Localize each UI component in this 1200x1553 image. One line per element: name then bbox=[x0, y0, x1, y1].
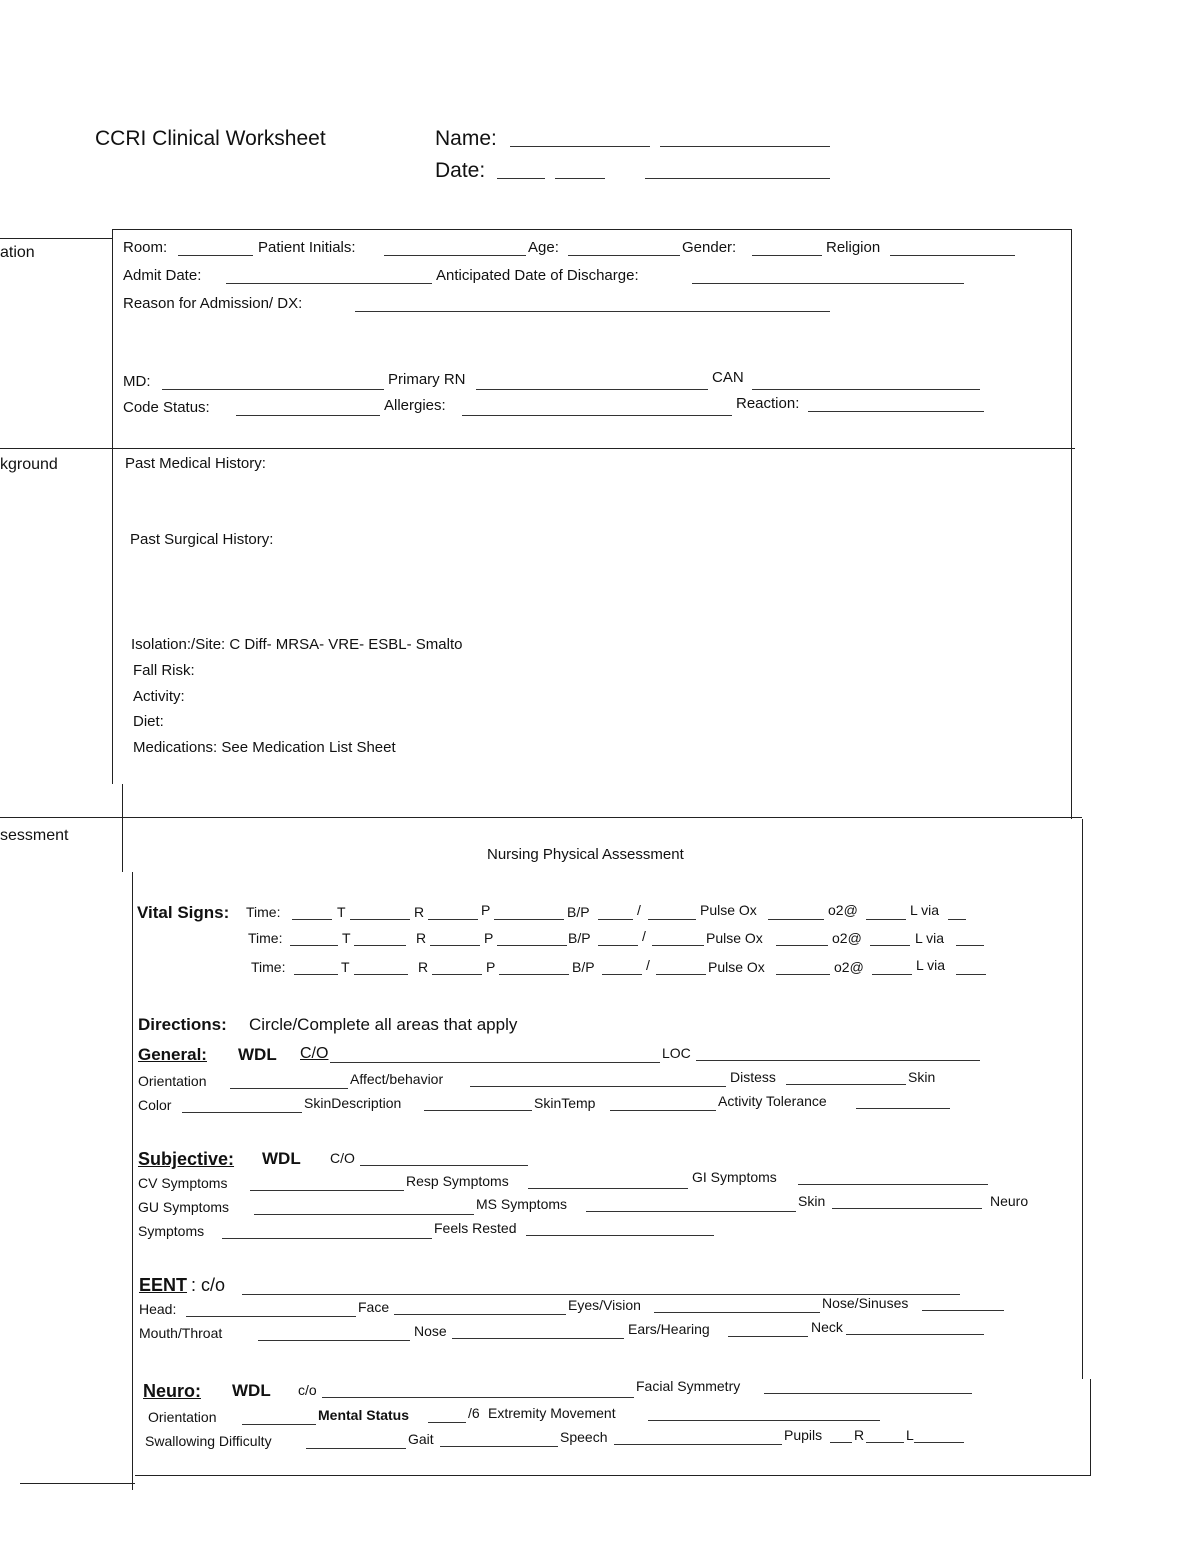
neuro-pupils-label: Pupils bbox=[784, 1427, 823, 1443]
general-loc-field[interactable] bbox=[696, 1060, 980, 1061]
gender-field[interactable] bbox=[752, 255, 822, 256]
vital-r-field-3[interactable] bbox=[432, 974, 482, 975]
name-label: Name: bbox=[435, 127, 497, 150]
frame-left-lower bbox=[132, 872, 133, 1490]
eent-nose-label: Nose bbox=[414, 1323, 447, 1339]
can-label: CAN bbox=[712, 369, 744, 386]
subjective-skin-label: Skin bbox=[798, 1193, 826, 1209]
frame-left-upper bbox=[112, 229, 113, 784]
subjective-cv-field[interactable] bbox=[250, 1190, 404, 1191]
divider-background bbox=[0, 448, 1075, 449]
directions-label: Directions: bbox=[138, 1015, 227, 1034]
date-label: Date: bbox=[435, 159, 486, 182]
subjective-neuro-label: Neuro bbox=[990, 1193, 1029, 1209]
general-wdl[interactable]: WDL bbox=[238, 1045, 277, 1064]
vital-p-label-2: P bbox=[484, 930, 494, 946]
subjective-feels-rested-label: Feels Rested bbox=[434, 1220, 517, 1236]
neuro-facial-field[interactable] bbox=[764, 1393, 972, 1394]
neuro-co-field[interactable] bbox=[322, 1397, 634, 1398]
frame-right-mid bbox=[1082, 819, 1083, 1379]
neuro-l-label: L bbox=[906, 1427, 914, 1443]
can-field[interactable] bbox=[752, 389, 980, 390]
general-color-label: Color bbox=[138, 1097, 172, 1113]
patient-initials-field[interactable] bbox=[384, 255, 526, 256]
vital-bp-field-2b[interactable] bbox=[598, 945, 638, 946]
age-label: Age: bbox=[528, 239, 559, 256]
subjective-cv-label: CV Symptoms bbox=[138, 1175, 228, 1191]
vital-signs-label: Vital Signs: bbox=[137, 903, 230, 922]
frame-right-upper bbox=[1071, 229, 1072, 819]
directions-text: Circle/Complete all areas that apply bbox=[249, 1015, 518, 1034]
neuro-six-label: /6 bbox=[468, 1405, 480, 1421]
vital-o2-label: o2@ bbox=[828, 902, 858, 918]
neuro-speech-label: Speech bbox=[560, 1429, 608, 1445]
side-top bbox=[0, 238, 112, 239]
vital-r-label-2: R bbox=[416, 930, 427, 946]
neuro-speech-field[interactable] bbox=[614, 1444, 782, 1445]
general-co-field[interactable] bbox=[330, 1062, 660, 1063]
subjective-gu-label: GU Symptoms bbox=[138, 1199, 230, 1215]
vital-time-field-3[interactable] bbox=[294, 974, 338, 975]
code-status-field[interactable] bbox=[236, 415, 380, 416]
vital-lvia-field[interactable] bbox=[948, 919, 966, 920]
vital-pulse-ox-label-2: Pulse Ox bbox=[706, 930, 763, 946]
vital-pulse-ox-label: Pulse Ox bbox=[700, 902, 757, 918]
subjective-skin-field[interactable] bbox=[832, 1208, 982, 1209]
room-field[interactable] bbox=[178, 255, 253, 256]
general-affect-field[interactable] bbox=[470, 1086, 726, 1087]
allergies-label: Allergies: bbox=[384, 397, 446, 414]
anticipated-discharge-field[interactable] bbox=[692, 283, 964, 284]
neuro-extremity-label: Extremity Movement bbox=[488, 1405, 616, 1421]
general-activity-tol-field[interactable] bbox=[856, 1108, 950, 1109]
neuro-r-label: R bbox=[854, 1427, 865, 1443]
neuro-gait-label: Gait bbox=[408, 1431, 434, 1447]
general-skin-temp-label: SkinTemp bbox=[534, 1095, 596, 1111]
room-label: Room: bbox=[123, 239, 168, 256]
subjective-co-field[interactable] bbox=[360, 1165, 528, 1166]
neuro-orientation-field[interactable] bbox=[242, 1424, 316, 1425]
admit-date-field[interactable] bbox=[226, 283, 432, 284]
eent-head-label: Head: bbox=[139, 1301, 177, 1317]
side-label-assessment: sessment bbox=[0, 827, 69, 844]
reaction-field[interactable] bbox=[808, 411, 984, 412]
vital-lvia-label: L via bbox=[910, 902, 940, 918]
neuro-pupils-field[interactable] bbox=[830, 1442, 852, 1443]
vital-slash-2: / bbox=[642, 928, 646, 944]
vital-time-label-2: Time: bbox=[248, 930, 283, 946]
subjective-label: Subjective: bbox=[138, 1149, 235, 1169]
general-affect-label: Affect/behavior bbox=[350, 1071, 444, 1087]
vital-t-label-2: T bbox=[342, 930, 351, 946]
vital-t-field[interactable] bbox=[350, 919, 410, 920]
neuro-swallowing-field[interactable] bbox=[306, 1448, 406, 1449]
eent-face-field[interactable] bbox=[394, 1314, 566, 1315]
neuro-facial-label: Facial Symmetry bbox=[636, 1378, 741, 1394]
eent-nose-sinuses-label: Nose/Sinuses bbox=[822, 1295, 909, 1311]
primary-rn-field[interactable] bbox=[476, 389, 708, 390]
vital-pulse-ox-label-3: Pulse Ox bbox=[708, 959, 765, 975]
neuro-mental-field[interactable] bbox=[428, 1422, 466, 1423]
vital-r-label-3: R bbox=[418, 959, 429, 975]
general-orientation-label: Orientation bbox=[138, 1073, 207, 1089]
frame-top bbox=[112, 229, 1072, 230]
neuro-orientation-label: Orientation bbox=[148, 1409, 217, 1425]
vital-pulse-ox-field-2[interactable] bbox=[776, 945, 828, 946]
general-activity-tol-label: Activity Tolerance bbox=[718, 1093, 827, 1109]
neuro-l-field[interactable] bbox=[914, 1442, 964, 1443]
vital-r-field-2[interactable] bbox=[430, 945, 480, 946]
vital-time-label-3: Time: bbox=[251, 959, 286, 975]
psh-label: Past Surgical History: bbox=[130, 531, 274, 548]
vital-lvia-field-2[interactable] bbox=[956, 945, 984, 946]
eent-eyes-field[interactable] bbox=[654, 1312, 820, 1313]
gender-label: Gender: bbox=[682, 239, 737, 256]
vital-r-label: R bbox=[414, 904, 425, 920]
name-field[interactable] bbox=[510, 146, 650, 147]
vital-p-field-2[interactable] bbox=[497, 945, 567, 946]
anticipated-discharge-label: Anticipated Date of Discharge: bbox=[436, 267, 639, 284]
reason-label: Reason for Admission/ DX: bbox=[123, 295, 303, 312]
subjective-gi-field[interactable] bbox=[798, 1184, 988, 1185]
vital-o2-field[interactable] bbox=[866, 919, 906, 920]
vital-lvia-label-2: L via bbox=[915, 930, 945, 946]
general-label: General: bbox=[138, 1045, 207, 1064]
frame-right-lower bbox=[1090, 1379, 1091, 1475]
subjective-gu-field[interactable] bbox=[254, 1214, 474, 1215]
general-co: C/O bbox=[300, 1045, 329, 1062]
general-color-field[interactable] bbox=[182, 1112, 302, 1113]
subjective-resp-field[interactable] bbox=[528, 1188, 688, 1189]
subjective-gi-label: GI Symptoms bbox=[692, 1169, 777, 1185]
vital-p-field[interactable] bbox=[494, 919, 564, 920]
vital-bp-label-2: B/P bbox=[568, 930, 591, 946]
fall-risk-label: Fall Risk: bbox=[133, 662, 195, 679]
eent-mouth-label: Mouth/Throat bbox=[139, 1325, 223, 1341]
vital-bp-field[interactable] bbox=[598, 919, 633, 920]
vital-p-label: P bbox=[481, 902, 491, 918]
activity-label: Activity: bbox=[133, 688, 185, 705]
name-field-2[interactable] bbox=[660, 146, 830, 147]
subjective-ms-field[interactable] bbox=[586, 1211, 796, 1212]
subjective-symptoms-field[interactable] bbox=[222, 1238, 432, 1239]
eent-eyes-label: Eyes/Vision bbox=[568, 1297, 641, 1313]
subjective-co: C/O bbox=[330, 1150, 355, 1166]
vital-slash: / bbox=[637, 902, 641, 918]
eent-head-field[interactable] bbox=[186, 1316, 356, 1317]
vital-t-field-3[interactable] bbox=[354, 974, 408, 975]
vital-o2-field-3[interactable] bbox=[872, 974, 912, 975]
age-field[interactable] bbox=[568, 255, 680, 256]
medications-label: Medications: See Medication List Sheet bbox=[133, 739, 396, 756]
religion-field[interactable] bbox=[890, 255, 1015, 256]
eent-ears-label: Ears/Hearing bbox=[628, 1321, 710, 1337]
vital-time-field-2[interactable] bbox=[290, 945, 338, 946]
subjective-wdl[interactable]: WDL bbox=[262, 1149, 301, 1168]
vital-time-label: Time: bbox=[246, 904, 281, 920]
vital-o2-field-2[interactable] bbox=[870, 945, 910, 946]
frame-left-mid bbox=[122, 784, 123, 872]
neuro-wdl[interactable]: WDL bbox=[232, 1381, 271, 1400]
vital-bp-field-3[interactable] bbox=[602, 974, 642, 975]
date-field[interactable] bbox=[497, 178, 545, 179]
general-distress-label: Distess bbox=[730, 1069, 776, 1085]
vital-lvia-label-3: L via bbox=[916, 957, 946, 973]
vital-p-label-3: P bbox=[486, 959, 496, 975]
vital-r-field[interactable] bbox=[428, 919, 478, 920]
side-label-identification: ation bbox=[0, 244, 35, 261]
vital-bp-label-3: B/P bbox=[572, 959, 595, 975]
worksheet-title: CCRI Clinical Worksheet bbox=[95, 127, 326, 150]
neuro-swallowing-label: Swallowing Difficulty bbox=[145, 1433, 272, 1449]
eent-mouth-field[interactable] bbox=[258, 1340, 410, 1341]
md-label: MD: bbox=[123, 373, 151, 390]
primary-rn-label: Primary RN bbox=[388, 371, 466, 388]
reaction-label: Reaction: bbox=[736, 395, 800, 412]
eent-co: : c/o bbox=[191, 1275, 226, 1295]
reason-field[interactable] bbox=[355, 311, 830, 312]
admit-date-label: Admit Date: bbox=[123, 267, 202, 284]
eent-neck-field[interactable] bbox=[846, 1334, 984, 1335]
md-field[interactable] bbox=[162, 389, 384, 390]
side-label-background: kground bbox=[0, 456, 58, 473]
date-field-2[interactable] bbox=[555, 178, 605, 179]
neuro-co: c/o bbox=[298, 1382, 317, 1398]
vital-bp-field-3b[interactable] bbox=[656, 974, 706, 975]
eent-nose-sinuses-field[interactable] bbox=[922, 1310, 1004, 1311]
general-distress-field[interactable] bbox=[786, 1084, 906, 1085]
allergies-field[interactable] bbox=[462, 415, 732, 416]
assessment-title: Nursing Physical Assessment bbox=[487, 846, 684, 863]
vital-bp-field-2[interactable] bbox=[648, 919, 696, 920]
vital-time-field[interactable] bbox=[292, 919, 332, 920]
pmh-label: Past Medical History: bbox=[125, 455, 266, 472]
frame-bottom bbox=[135, 1475, 1091, 1476]
vital-p-field-3[interactable] bbox=[499, 974, 569, 975]
general-skin-desc-label: SkinDescription bbox=[304, 1095, 402, 1111]
religion-label: Religion bbox=[826, 239, 881, 256]
general-skin-temp-field[interactable] bbox=[610, 1110, 716, 1111]
neuro-mental-label: Mental Status bbox=[318, 1407, 410, 1423]
vital-slash-3: / bbox=[646, 957, 650, 973]
divider-assessment bbox=[0, 817, 1082, 818]
general-loc-label: LOC bbox=[662, 1045, 691, 1061]
vital-bp-label: B/P bbox=[567, 904, 590, 920]
vital-t-field-2[interactable] bbox=[354, 945, 406, 946]
eent-label: EENT bbox=[139, 1275, 188, 1295]
eent-face-label: Face bbox=[358, 1299, 390, 1315]
vital-pulse-ox-field-3[interactable] bbox=[776, 974, 830, 975]
general-skin-desc-field[interactable] bbox=[424, 1110, 532, 1111]
subjective-resp-label: Resp Symptoms bbox=[406, 1173, 509, 1189]
vital-t-label: T bbox=[337, 904, 346, 920]
general-orientation-field[interactable] bbox=[230, 1088, 348, 1089]
vital-o2-label-3: o2@ bbox=[834, 959, 864, 975]
eent-neck-label: Neck bbox=[811, 1319, 843, 1335]
code-status-label: Code Status: bbox=[123, 399, 210, 416]
vital-bp-field-2c[interactable] bbox=[652, 945, 704, 946]
date-field-3[interactable] bbox=[645, 178, 830, 179]
neuro-gait-field[interactable] bbox=[440, 1446, 558, 1447]
general-skin-label: Skin bbox=[908, 1069, 936, 1085]
subjective-ms-label: MS Symptoms bbox=[476, 1196, 568, 1212]
vital-pulse-ox-field[interactable] bbox=[768, 919, 824, 920]
neuro-label: Neuro: bbox=[143, 1381, 201, 1401]
vital-lvia-field-3[interactable] bbox=[956, 974, 986, 975]
subjective-symptoms-label: Symptoms bbox=[138, 1223, 205, 1239]
neuro-extremity-field[interactable] bbox=[648, 1420, 880, 1421]
eent-nose-field[interactable] bbox=[452, 1338, 624, 1339]
side-bottom bbox=[20, 1483, 135, 1484]
vital-t-label-3: T bbox=[341, 959, 350, 975]
subjective-feels-rested-field[interactable] bbox=[526, 1235, 714, 1236]
neuro-r-field[interactable] bbox=[866, 1442, 904, 1443]
eent-ears-field[interactable] bbox=[728, 1336, 808, 1337]
patient-initials-label: Patient Initials: bbox=[258, 239, 356, 256]
vital-o2-label-2: o2@ bbox=[832, 930, 862, 946]
isolation-label: Isolation:/Site: C Diff- MRSA- VRE- ESBL- Smalto bbox=[131, 636, 463, 653]
diet-label: Diet: bbox=[133, 713, 164, 730]
